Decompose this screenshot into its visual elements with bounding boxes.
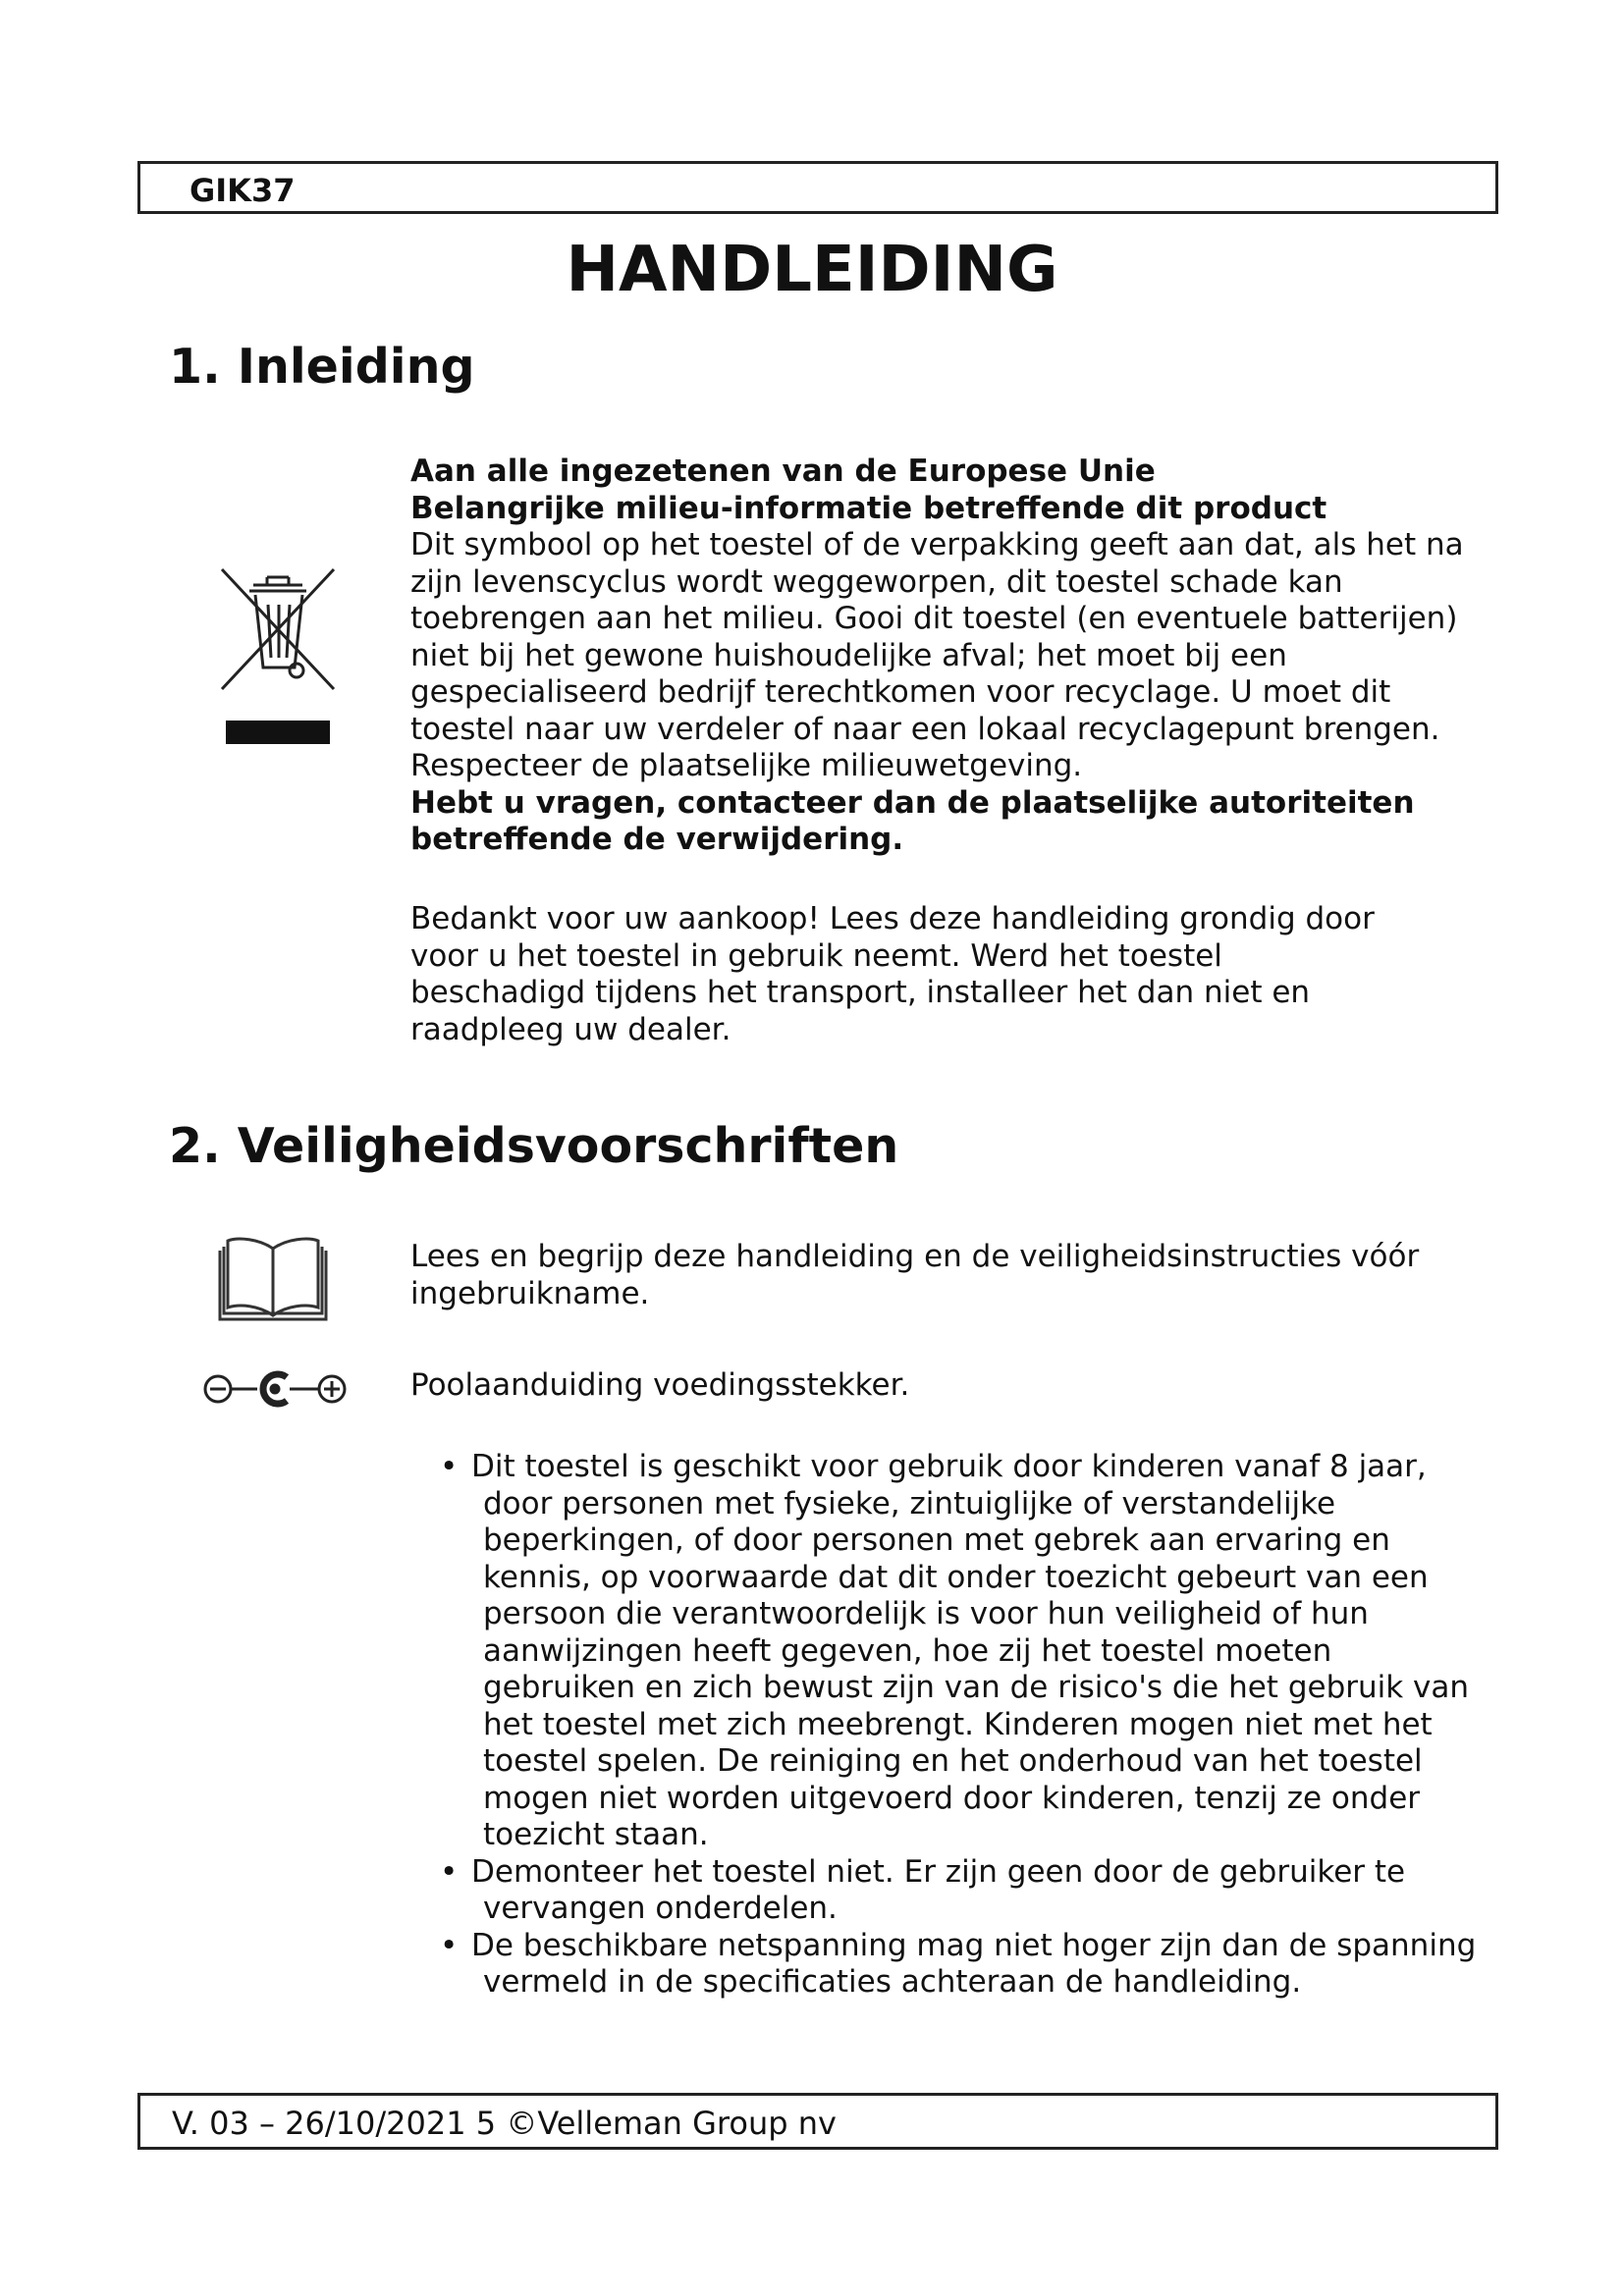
safety-bullet-list [408, 1449, 1479, 2002]
header-box [137, 161, 1498, 214]
polarity-note: Poolaanduiding voedingsstekker. [410, 1367, 910, 1403]
weee-body: Dit symbool op het toestel of de verpakking geeft aan dat, als het na zijn levenscyclus wordt weggeworpen, dit toestel schade kan toebrengen aan het milieu. Gooi dit toestel (en eventuele batterijen) niet bij het gewone huishoudelijke afval; het moet bij een gespecialiseerd bedrijf terechtkomen voor recyclage. U moet dit toestel naar uw verdeler of naar een lokaal recyclagepunt brengen. Respecteer de plaatselijke milieuwetgeving. [410, 527, 1464, 783]
weee-heading-environment: Belangrijke milieu-informatie betreffende dit product [410, 490, 1327, 526]
section-heading-introduction: 1. Inleiding [169, 339, 475, 395]
thanks-paragraph: Bedankt voor uw aankoop! Lees deze handleiding grondig door voor u het toestel in gebruik neemt. Werd het toestel beschadigd tijdens het transport, installeer het dan niet en raadpleeg uw dealer. [410, 901, 1375, 1047]
weee-bin-icon [214, 567, 342, 749]
manual-note: Lees en begrijp deze handleiding en de veiligheidsinstructies vóór ingebruikname. [410, 1239, 1420, 1311]
footer-text: V. 03 – 26/10/2021 5 ©Velleman Group nv [172, 2105, 837, 2142]
footer-box [137, 2093, 1498, 2150]
list-item: • De beschikbare netspanning mag niet hoger zijn dan de spanning vermeld in de specificaties achteraan de handleiding. [440, 1927, 1477, 2000]
list-item: • Demonteer het toestel niet. Er zijn geen door de gebruiker te vervangen onderdelen. [440, 1853, 1406, 1926]
model-code: GIK37 [189, 172, 296, 209]
weee-heading-eu: Aan alle ingezetenen van de Europese Unie [410, 454, 1156, 489]
read-manual-icon [216, 1227, 330, 1325]
polarity-icon [196, 1364, 353, 1414]
section-heading-safety: 2. Veiligheidsvoorschriften [169, 1118, 899, 1174]
page-title: HANDLEIDING [566, 234, 1058, 306]
weee-notice [410, 454, 1471, 859]
weee-contact: Hebt u vragen, contacteer dan de plaatselijke autoriteiten betreffende de verwijdering. [410, 784, 1415, 857]
list-item: • Dit toestel is geschikt voor gebruik door kinderen vanaf 8 jaar, door personen met fysieke, zintuiglijke of verstandelijke beperkingen, of door personen met gebrek aan ervaring en kennis, op voorwaarde dat dit onder toezicht gebeurt van een persoon die verantwoordelijk is voor hun veiligheid of hun aanwijzingen heeft gegeven, hoe zij het toestel moeten gebruiken en zich bewust zijn van de risico's die het gebruik van het toestel met zich meebrengt. Kinderen mogen niet met het toestel spelen. De reiniging en het onderhoud van het toestel mogen niet worden uitgevoerd door kinderen, tenzij ze onder toezicht staan. [440, 1449, 1470, 1852]
